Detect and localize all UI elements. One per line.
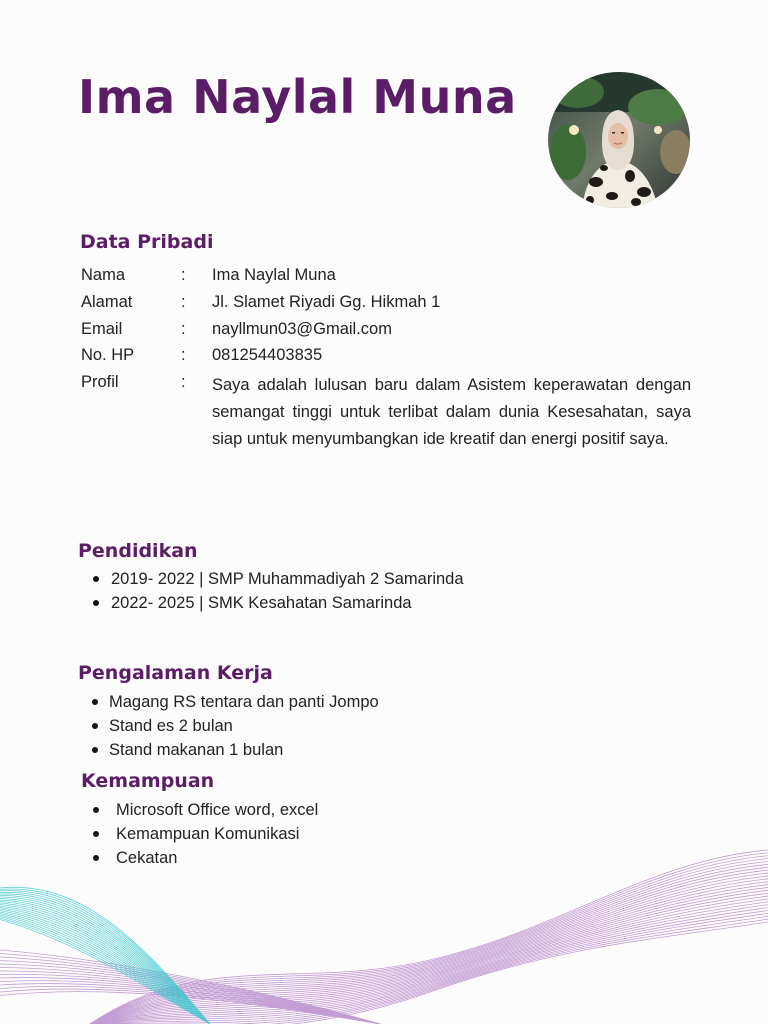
wave-decoration [0,840,768,1024]
field-label: Email [81,320,123,338]
bullet-icon [92,723,98,729]
profile-photo [548,72,690,208]
page-title: Ima Naylal Muna [78,70,517,124]
field-separator: : [181,293,186,311]
field-value: 081254403835 [212,346,323,364]
section-title-personal: Data Pribadi [80,231,214,253]
bullet-icon [93,600,99,606]
field-label: No. HP [81,346,135,364]
bullet-icon [93,576,99,582]
bullet-icon [92,747,98,753]
field-value: Ima Naylal Muna [212,266,336,284]
field-separator: : [181,373,186,391]
field-value: nayllmun03@Gmail.com [212,320,392,338]
list-item: 2022- 2025 | SMK Kesahatan Samarinda [93,591,464,615]
section-title-education: Pendidikan [78,540,198,562]
profile-description: Saya adalah lulusan baru dalam Asistem keperawatan dengan semangat tinggi untuk terlibat dalam dunia Kesesahatan, saya siap untuk menyumbangkan ide kreatif dan energi positif saya. [212,376,691,448]
list-item: Microsoft Office word, excel [93,798,318,822]
section-title-skills: Kemampuan [81,770,215,792]
field-label: Nama [81,266,126,284]
field-value: Jl. Slamet Riyadi Gg. Hikmah 1 [212,293,441,311]
list-item: Stand es 2 bulan [92,714,379,738]
wave-line [90,853,768,1024]
field-label: Profil [81,373,119,391]
bullet-icon [92,699,98,705]
list-item: Kemampuan Komunikasi [93,822,318,846]
list-item: Stand makanan 1 bulan [92,738,379,762]
field-separator: : [181,346,186,364]
list-item: Magang RS tentara dan panti Jompo [92,690,379,714]
list-item: Cekatan [93,846,318,870]
list-item: 2019- 2022 | SMP Muhammadiyah 2 Samarinda [93,567,464,591]
experience-list [92,690,379,762]
bullet-icon [93,807,99,813]
section-title-experience: Pengalaman Kerja [78,662,273,684]
field-separator: : [181,320,186,338]
field-separator: : [181,266,186,284]
education-list [93,567,464,615]
field-label: Alamat [81,293,133,311]
bullet-icon [93,831,99,837]
